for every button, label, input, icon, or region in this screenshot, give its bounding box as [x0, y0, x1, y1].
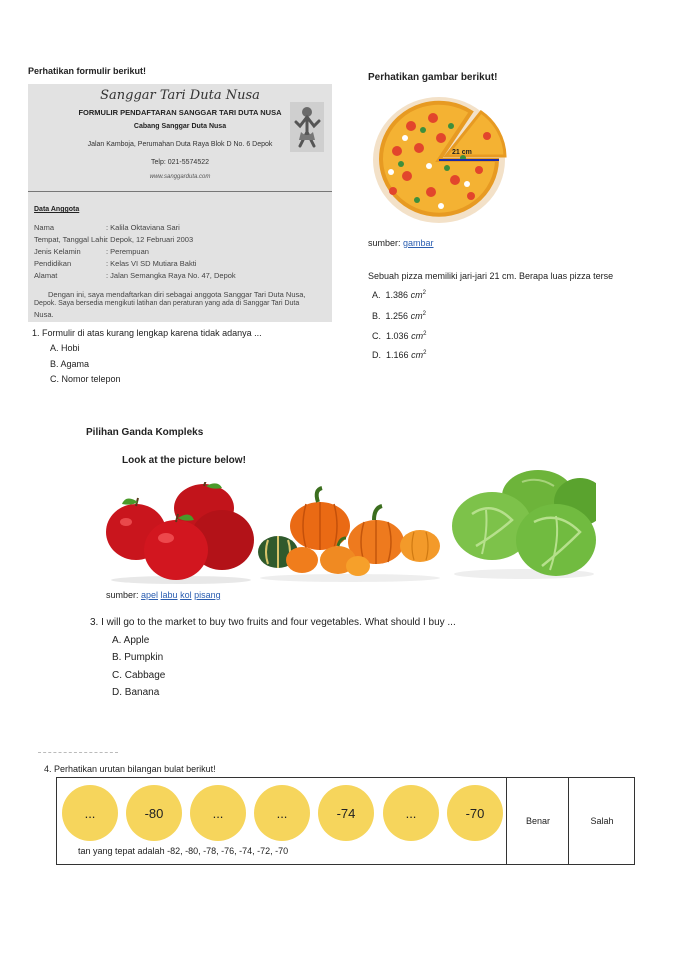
- field-label: Jenis Kelamin: [34, 247, 81, 256]
- source-link-labu[interactable]: labu: [160, 590, 178, 600]
- option-exponent: 2: [423, 350, 427, 356]
- source-link-kol[interactable]: kol: [180, 590, 192, 600]
- q2-option-a[interactable]: [372, 290, 426, 300]
- studio-website: www.sanggarduta.com: [149, 174, 211, 180]
- field-label: Alamat: [34, 271, 58, 280]
- salah-label: Salah: [590, 816, 614, 826]
- cabbages-image: [452, 470, 596, 580]
- option-value: 1.036: [386, 331, 409, 341]
- q1-option-c[interactable]: C. Nomor telepon: [50, 374, 121, 384]
- sequence-circle: -70: [447, 785, 503, 841]
- studio-phone: Telp: 021-5574522: [151, 159, 209, 166]
- pizza-question: Sebuah pizza memiliki jari-jari 21 cm. Berapa luas pizza terse: [368, 271, 614, 281]
- q3-option-d[interactable]: D. Banana: [112, 687, 160, 698]
- statement-line: Depok. Saya bersedia mengikuti latihan dan peraturan yang ada di Sanggar Tari Duta: [34, 300, 300, 307]
- studio-name: Sanggar Tari Duta Nusa: [100, 88, 260, 103]
- option-letter: D.: [372, 350, 381, 360]
- sequence-circle: ...: [254, 785, 310, 841]
- benar-label: Benar: [525, 816, 551, 826]
- pizza-image: [371, 96, 509, 226]
- sequence-circle: ...: [383, 785, 439, 841]
- sequence-circle: ...: [62, 785, 118, 841]
- field-value: : Perempuan: [106, 247, 149, 256]
- question-1-text: 1. Formulir di atas kurang lengkap karena tidak adanya ...: [32, 328, 262, 338]
- field-value: : Depok, 12 Februari 2003: [106, 235, 194, 244]
- source-link-pisang[interactable]: pisang: [194, 590, 221, 600]
- apples-image: [106, 482, 256, 584]
- look-instruction: Look at the picture below!: [122, 455, 246, 466]
- dancer-logo-icon: [290, 102, 324, 152]
- q2-option-c[interactable]: [372, 331, 426, 341]
- source-link-gambar[interactable]: gambar: [403, 238, 434, 248]
- form-title: FORMULIR PENDAFTARAN SANGGAR TARI DUTA NUSA: [78, 108, 282, 117]
- sequence-circle: -74: [318, 785, 374, 841]
- source-link-apel[interactable]: apel: [141, 590, 159, 600]
- option-value: 1.166: [386, 350, 409, 360]
- option-exponent: 2: [422, 311, 426, 317]
- q2-option-d[interactable]: [372, 350, 426, 360]
- studio-address: Jalan Kamboja, Perumahan Duta Raya Blok D No. 6 Depok: [87, 141, 273, 148]
- option-unit: cm: [411, 350, 424, 360]
- source-label: sumber:: [106, 590, 142, 600]
- question-4-statement: tan yang tepat adalah -82, -80, -78, -76, -74, -72, -70: [78, 846, 289, 856]
- radius-label: 21 cm: [452, 149, 472, 156]
- option-letter: B.: [372, 311, 381, 321]
- q2-option-b[interactable]: [372, 311, 426, 321]
- pizza-heading: Perhatikan gambar berikut!: [368, 72, 498, 83]
- pizza-source: [368, 238, 434, 248]
- complex-heading: Pilihan Ganda Kompleks: [86, 427, 204, 438]
- option-unit: cm: [410, 311, 423, 321]
- complex-source: [106, 590, 221, 600]
- field-value: : Kalila Oktaviana Sari: [106, 223, 180, 232]
- member-heading: Data Anggota: [34, 206, 80, 213]
- option-value: 1.256: [385, 311, 409, 321]
- question-4-text: 4. Perhatikan urutan bilangan bulat berikut!: [44, 764, 216, 774]
- option-unit: cm: [411, 331, 424, 341]
- salah-option[interactable]: [568, 778, 635, 864]
- field-value: : Jalan Semangka Raya No. 47, Depok: [106, 271, 236, 280]
- statement-line: Dengan ini, saya mendaftarkan diri sebagai anggota Sanggar Tari Duta Nusa,: [48, 290, 306, 299]
- faded-divider: [38, 752, 118, 754]
- option-letter: C.: [372, 331, 381, 341]
- q3-option-b[interactable]: B. Pumpkin: [112, 652, 164, 663]
- option-exponent: 2: [423, 331, 427, 337]
- field-label: Tempat, Tanggal Lahir: [34, 235, 108, 244]
- statement-line: Nusa.: [34, 310, 54, 319]
- option-unit: cm: [410, 290, 423, 300]
- registration-form: [28, 84, 332, 322]
- field-value: : Kelas VI SD Mutiara Bakti: [106, 259, 197, 268]
- q3-option-c[interactable]: C. Cabbage: [112, 670, 166, 681]
- question-3-text: 3. I will go to the market to buy two fruits and four vegetables. What should I buy ...: [90, 617, 456, 628]
- option-value: 1.386: [385, 290, 409, 300]
- pumpkins-image: [256, 486, 444, 582]
- field-label: Pendidikan: [34, 259, 72, 268]
- source-label: sumber:: [368, 238, 404, 248]
- field-label: Nama: [34, 223, 55, 232]
- sequence-circle: ...: [190, 785, 246, 841]
- benar-option[interactable]: [506, 778, 569, 864]
- option-exponent: 2: [422, 290, 426, 296]
- form-heading: Perhatikan formulir berikut!: [28, 66, 147, 76]
- q1-option-b[interactable]: B. Agama: [50, 359, 90, 369]
- q3-option-a[interactable]: A. Apple: [112, 635, 150, 646]
- branch-name: Cabang Sanggar Duta Nusa: [133, 123, 227, 130]
- q1-option-a[interactable]: A. Hobi: [50, 343, 80, 353]
- sequence-circle: -80: [126, 785, 182, 841]
- option-letter: A.: [372, 290, 381, 300]
